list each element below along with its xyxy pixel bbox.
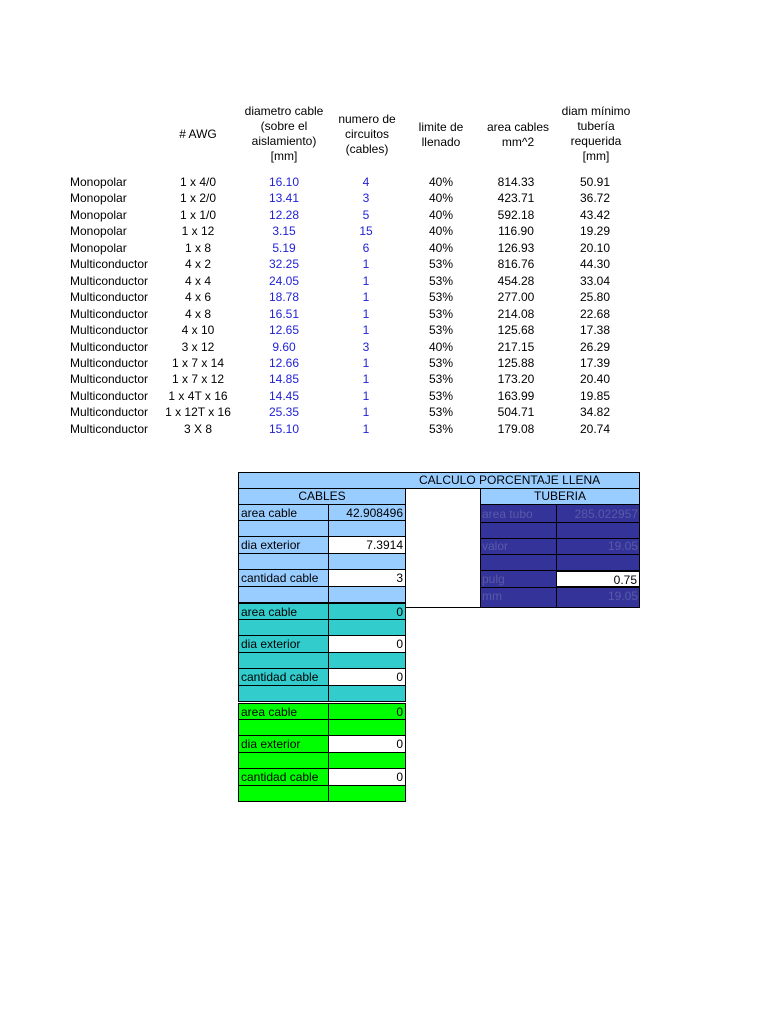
cell-awg: 4 x 2 <box>184 257 211 272</box>
cell-awg: 3 X 8 <box>183 421 213 436</box>
cell-awg: 4 x 10 <box>181 323 215 338</box>
cell-diam: 18.78 <box>268 290 300 305</box>
cell-req: 17.39 <box>579 355 611 370</box>
cable-group-2-spacer <box>238 652 329 669</box>
cell-lim: 53% <box>428 290 454 305</box>
tuberia-mm-value: 19.05 <box>607 589 638 603</box>
tuberia-valor-value: 19.05 <box>607 539 638 553</box>
table-row <box>0 190 768 206</box>
cable-group-2-spacer <box>238 619 329 636</box>
calc-title-bar <box>238 472 640 489</box>
cell-num: 5 <box>362 207 370 222</box>
table-row <box>0 388 768 404</box>
tuberia-area-label: area tubo <box>482 507 533 521</box>
cell-num: 1 <box>362 372 370 387</box>
cell-num: 1 <box>362 421 370 436</box>
cell-diam: 12.65 <box>268 323 300 338</box>
cell-lim: 53% <box>428 273 454 288</box>
header-area-line: area cables <box>486 120 550 134</box>
cell-req: 20.74 <box>579 421 611 436</box>
cell-area: 454.28 <box>497 273 535 288</box>
cell-area: 116.90 <box>498 224 534 239</box>
cell-diam: 14.85 <box>268 372 300 387</box>
cell-num: 3 <box>362 339 370 354</box>
cell-area: 179.08 <box>497 421 535 436</box>
cable-group-2-label: dia exterior <box>238 635 329 653</box>
table-row <box>0 174 768 190</box>
cable-group-3-label: area cable <box>238 703 329 720</box>
cell-awg: 4 x 4 <box>184 273 211 288</box>
header-limite-line: limite de <box>418 120 464 134</box>
cable-group-1-label: area cable <box>238 504 329 521</box>
table-row <box>0 404 768 420</box>
cable-group-2-area-value: 0 <box>328 603 406 620</box>
cell-area: 126.93 <box>497 240 535 255</box>
cell-area: 173.20 <box>497 372 535 387</box>
cable-group-3-label: dia exterior <box>238 735 329 753</box>
header-numero-line: (cables) <box>345 142 389 156</box>
cell-num: 4 <box>362 175 370 189</box>
cell-diam: 25.35 <box>268 405 300 420</box>
cable-group-3-label: cantidad cable <box>238 768 329 786</box>
cell-type: Monopolar <box>70 240 127 255</box>
header-limite <box>405 120 477 150</box>
cell-lim: 53% <box>428 405 454 420</box>
cell-awg: 1 x 4T x 16 <box>168 388 228 403</box>
cell-lim: 53% <box>428 388 454 403</box>
cell-area: 125.88 <box>497 355 535 370</box>
cell-type: Monopolar <box>70 207 127 222</box>
cell-awg: 1 x 4/0 <box>179 175 217 189</box>
tuberia-area-value: 285.022957 <box>574 507 638 521</box>
cable-group-3-area-value: 0 <box>328 703 406 720</box>
cell-awg: 4 x 8 <box>184 306 211 321</box>
cell-diam: 24.05 <box>268 273 300 288</box>
cell-num: 1 <box>362 323 370 338</box>
cable-group-2-spacer <box>238 685 329 702</box>
cell-req: 17.38 <box>579 323 611 338</box>
header-requerida-line: requerida <box>570 134 622 148</box>
cell-area: 816.76 <box>497 257 535 272</box>
table-row <box>0 421 768 437</box>
cell-type: Monopolar <box>70 175 127 189</box>
cell-req: 19.85 <box>579 388 611 403</box>
cell-req: 26.29 <box>579 339 611 354</box>
cell-num: 1 <box>362 290 370 305</box>
cable-group-3-spacer-value <box>328 752 406 769</box>
cell-type: Multiconductor <box>70 388 149 403</box>
cell-req: 44.30 <box>579 257 611 272</box>
cell-awg: 4 x 6 <box>184 290 211 305</box>
cell-req: 33.04 <box>579 273 611 288</box>
header-diametro-line: (sobre el <box>260 119 308 133</box>
header-limite-line: llenado <box>421 135 461 149</box>
cell-diam: 16.10 <box>268 175 300 189</box>
cable-group-1-spacer-value <box>328 553 406 570</box>
cell-lim: 40% <box>428 191 454 206</box>
cell-diam: 32.25 <box>268 257 300 272</box>
spacer-box <box>405 504 481 608</box>
calc-title: CALCULO PORCENTAJE LLENA <box>419 473 601 487</box>
cell-req: 25.80 <box>579 290 611 305</box>
header-numero <box>330 112 404 157</box>
cable-group-3-spacer-value <box>328 719 406 736</box>
cell-awg: 1 x 12T x 16 <box>165 405 231 420</box>
cables-header: CABLES <box>238 488 406 505</box>
header-requerida-line: diam mínimo <box>561 104 631 118</box>
cell-type: Multiconductor <box>70 372 149 387</box>
table-row <box>0 289 768 305</box>
cell-area: 217.15 <box>497 339 535 354</box>
tuberia-divider <box>480 587 640 588</box>
cell-type: Multiconductor <box>70 405 149 420</box>
header-area-line: mm^2 <box>501 135 535 149</box>
cell-lim: 40% <box>428 224 454 239</box>
table-row <box>0 223 768 239</box>
cell-type: Multiconductor <box>70 290 149 305</box>
cell-awg: 1 x 7 x 12 <box>171 372 225 387</box>
cable-group-2-label: cantidad cable <box>238 668 329 686</box>
cable-group-2-qty-value[interactable]: 0 <box>328 668 406 686</box>
cell-req: 43.42 <box>579 207 611 222</box>
header-requerida-line: [mm] <box>582 149 610 163</box>
cell-type: Multiconductor <box>70 257 149 272</box>
cell-req: 34.82 <box>579 405 611 420</box>
tuberia-col-divider <box>556 504 557 608</box>
cable-group-3-spacer <box>238 785 329 802</box>
header-diametro <box>240 104 328 164</box>
cell-num: 1 <box>362 273 370 288</box>
cell-num: 15 <box>359 224 373 239</box>
cable-group-1-spacer <box>238 520 329 537</box>
cable-group-1-dia-value[interactable]: 7.3914 <box>328 536 406 554</box>
cell-lim: 53% <box>428 323 454 338</box>
tuberia-valor-label: valor <box>482 539 509 553</box>
table-row <box>0 339 768 355</box>
cable-group-3-spacer-value <box>328 785 406 802</box>
cell-diam: 5.19 <box>272 240 296 255</box>
cable-group-3-spacer <box>238 719 329 736</box>
cell-lim: 40% <box>428 207 454 222</box>
cell-num: 1 <box>362 388 370 403</box>
table-row <box>0 273 768 289</box>
header-diametro-line: aislamiento) <box>251 134 317 148</box>
header-diametro-line: diametro cable <box>244 104 324 118</box>
cable-group-1-label: cantidad cable <box>238 569 329 587</box>
cell-req: 19.29 <box>579 224 611 239</box>
cell-lim: 53% <box>428 306 454 321</box>
table-row <box>0 207 768 223</box>
tuberia-divider <box>480 554 640 555</box>
cable-group-1-area-value: 42.908496 <box>328 504 406 521</box>
cell-type: Multiconductor <box>70 339 149 354</box>
table-row <box>0 322 768 338</box>
cable-group-2-dia-value[interactable]: 0 <box>328 635 406 653</box>
cell-diam: 3.15 <box>272 224 296 239</box>
cell-area: 504.71 <box>497 405 535 420</box>
table-row <box>0 355 768 371</box>
header-numero-line: numero de <box>338 112 396 126</box>
cell-lim: 53% <box>428 372 454 387</box>
cell-num: 1 <box>362 405 370 420</box>
tuberia-pulg-label: pulg <box>482 572 505 586</box>
cell-diam: 14.45 <box>268 388 300 403</box>
tuberia-header: TUBERIA <box>480 488 640 505</box>
cell-area: 125.68 <box>497 323 535 338</box>
cell-awg: 1 x 8 <box>184 240 211 255</box>
cell-awg: 1 x 1/0 <box>179 207 217 222</box>
cell-diam: 12.28 <box>268 207 300 222</box>
cell-type: Monopolar <box>70 191 127 206</box>
cell-num: 6 <box>362 240 370 255</box>
blank-header <box>405 488 481 505</box>
cell-lim: 40% <box>428 175 454 189</box>
cell-area: 214.08 <box>497 306 535 321</box>
cable-group-3-dia-value[interactable]: 0 <box>328 735 406 753</box>
cable-group-1-spacer <box>238 586 329 603</box>
cell-area: 163.99 <box>497 388 535 403</box>
table-row <box>0 371 768 387</box>
header-requerida <box>556 104 636 164</box>
tuberia-divider <box>480 570 640 571</box>
table-row <box>0 240 768 256</box>
tuberia-mm-label: mm <box>482 589 502 603</box>
cell-num: 1 <box>362 355 370 370</box>
cell-area: 814.33 <box>497 175 535 189</box>
cell-num: 1 <box>362 257 370 272</box>
table-row <box>0 256 768 272</box>
cable-group-1-spacer <box>238 553 329 570</box>
cell-type: Multiconductor <box>70 421 149 436</box>
cell-area: 423.71 <box>497 191 535 206</box>
cell-lim: 53% <box>428 421 454 436</box>
cell-diam: 16.51 <box>268 306 300 321</box>
cable-group-2-spacer-value <box>328 685 406 702</box>
header-awg: # AWG <box>179 127 217 141</box>
cell-area: 592.18 <box>497 207 535 222</box>
cell-awg: 3 x 12 <box>181 339 215 354</box>
cell-awg: 1 x 7 x 14 <box>171 355 225 370</box>
tuberia-divider <box>480 538 640 539</box>
cell-diam: 9.60 <box>272 339 296 354</box>
cell-req: 36.72 <box>579 191 611 206</box>
cable-group-1-qty-value[interactable]: 3 <box>328 569 406 587</box>
cell-type: Multiconductor <box>70 273 149 288</box>
cell-awg: 1 x 12 <box>181 224 215 239</box>
cell-num: 1 <box>362 306 370 321</box>
tuberia-pulg-input[interactable]: 0.75 <box>556 571 640 587</box>
cell-req: 20.10 <box>579 240 611 255</box>
cable-group-2-label: area cable <box>238 603 329 620</box>
cell-lim: 53% <box>428 355 454 370</box>
cell-lim: 53% <box>428 257 454 272</box>
header-numero-line: circuitos <box>344 127 389 141</box>
cell-diam: 13.41 <box>268 191 300 206</box>
table-row <box>0 306 768 322</box>
cell-awg: 1 x 2/0 <box>179 191 217 206</box>
cell-req: 20.40 <box>579 372 611 387</box>
cable-group-1-spacer-value <box>328 586 406 603</box>
cell-diam: 12.66 <box>268 355 300 370</box>
cell-req: 50.91 <box>579 175 611 189</box>
header-area <box>480 120 556 150</box>
calculator <box>238 472 640 808</box>
cell-req: 22.68 <box>579 306 611 321</box>
cable-group-1-spacer-value <box>328 520 406 537</box>
cell-diam: 15.10 <box>268 421 300 436</box>
cell-lim: 40% <box>428 240 454 255</box>
cell-type: Multiconductor <box>70 306 149 321</box>
cable-group-2-spacer-value <box>328 652 406 669</box>
cell-type: Multiconductor <box>70 355 149 370</box>
cable-group-2-spacer-value <box>328 619 406 636</box>
cell-type: Monopolar <box>70 224 127 239</box>
header-requerida-line: tubería <box>577 119 615 133</box>
tuberia-divider <box>480 522 640 523</box>
cell-lim: 40% <box>428 339 454 354</box>
cell-type: Multiconductor <box>70 323 149 338</box>
cell-num: 3 <box>362 191 370 206</box>
header-diametro-line: [mm] <box>270 149 298 163</box>
cable-group-3-qty-value[interactable]: 0 <box>328 768 406 786</box>
cable-group-1-label: dia exterior <box>238 536 329 554</box>
cable-group-3-spacer <box>238 752 329 769</box>
cell-area: 277.00 <box>497 290 535 305</box>
